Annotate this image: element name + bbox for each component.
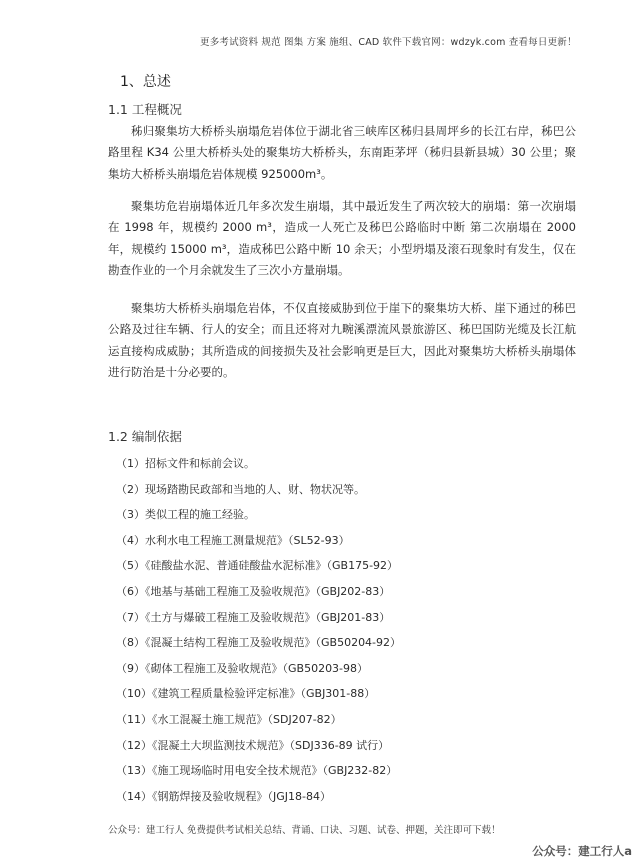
section-title: 1、总述 [120, 74, 171, 90]
list-item: （14）《钢筋焊接及验收规程》（JGJ18-84） [116, 789, 331, 803]
list-item: （7）《土方与爆破工程施工及验收规范》（GBJ201-83） [116, 610, 391, 624]
list-item: （1）招标文件和标前会议。 [116, 457, 255, 470]
list-item: （3）类似工程的施工经验。 [116, 508, 255, 522]
list-item: （13）《施工现场临时用电安全技术规范》（GBJ232-82） [116, 764, 398, 778]
list-item: （8）《混凝土结构工程施工及验收规范》（GB50204-92） [116, 636, 402, 650]
basis-heading: 1.2 编制依据 [108, 429, 182, 444]
watermark: 公众号：建工行人a [532, 844, 632, 858]
list-item: （11）《水工混凝土施工规范》（SDJ207-82） [116, 712, 342, 726]
overview-paragraph-2: 聚集坊危岩崩塌体近几年多次发生崩塌，其中最近发生了两次较大的崩塌：第一次崩塌在 1998 年，规模约 2000 m³，造成一人死亡及秭巴公路临时中断 第二次崩塌在 2000 年，规模约 15000 m³，造成秭巴公路中断 10 余天；小型坍塌及滚石现象时有发生，仅在勘查作业的一个月余就发生了三次小方量崩塌。 [108, 199, 576, 278]
overview-heading: 1.1 工程概况 [108, 102, 182, 117]
overview-paragraph-3: 聚集坊大桥桥头崩塌危岩体，不仅直接威胁到位于崖下的聚集坊大桥、崖下通过的秭巴公路及过往车辆、行人的安全；而且还将对九畹溪漂流风景旅游区、秭巴国防光缆及长江航运直接构成威胁；其所造成的间接损失及社会影响更是巨大，因此对聚集坊大桥桥头崩塌体进行防治是十分必要的。 [108, 301, 576, 380]
basis-list [116, 451, 586, 809]
list-item: （5）《硅酸盐水泥、普通硅酸盐水泥标准》（GB175-92） [116, 559, 399, 573]
footer-promo-note: 公众号：建工行人 免费提供考试相关总结、背诵、口诀、习题、试卷、押题，关注即可下载！ [108, 825, 501, 836]
list-item: （9）《砌体工程施工及验收规范》（GB50203-98） [116, 661, 369, 675]
overview-paragraph-1: 秭归聚集坊大桥桥头崩塌危岩体位于湖北省三峡库区秭归县周坪乡的长江右岸，秭巴公路里程 K34 公里大桥桥头处的聚集坊大桥桥头，东南距茅坪（秭归县新县城）30 公里；聚集坊大桥桥头崩塌危岩体规模 925000m³。 [108, 124, 576, 181]
list-item: （12）《混凝土大坝监测技术规范》（SDJ336-89 试行） [116, 738, 390, 752]
header-download-note: 更多考试资料 规范 图集 方案 施组、CAD 软件下载官网：wdzyk.com 查看每日更新！ [200, 37, 577, 48]
list-item: （4）水利水电工程施工测量规范》（SL52-93） [116, 533, 350, 547]
list-item: （10）《建筑工程质量检验评定标准》（GBJ301-88） [116, 687, 376, 701]
list-item: （6）《地基与基础工程施工及验收规范》（GBJ202-83） [116, 584, 391, 598]
list-item: （2）现场踏勘民政部和当地的人、财、物状况等。 [116, 482, 365, 496]
